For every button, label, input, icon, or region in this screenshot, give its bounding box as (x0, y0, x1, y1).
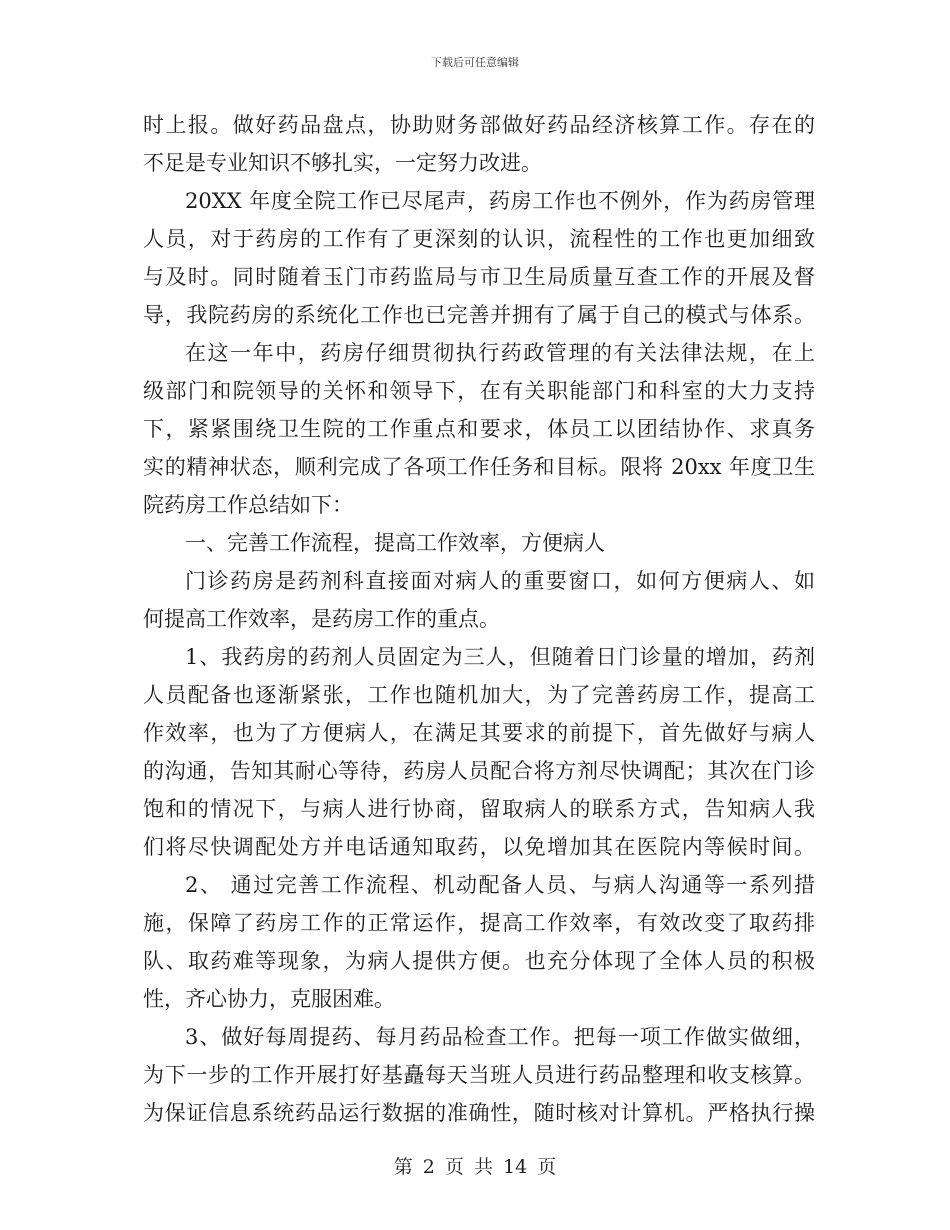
page-number-footer: 第 2 页 共 14 页 (393, 1156, 557, 1178)
text-line: 下，紧紧围绕卫生院的工作重点和要求，体员工以团结协作、求真务 (143, 417, 815, 441)
text-line: 不足是专业知识不够扎实，一定努力改进。 (143, 151, 542, 175)
text-line: 与及时。同时随着玉门市药监局与市卫生局质量互查工作的开展及督 (143, 265, 815, 289)
text-line: 导，我院药房的系统化工作也已完善并拥有了属于自己的模式与体系。 (143, 303, 815, 327)
text-line: 20XX 年度全院工作已尽尾声，药房工作也不例外，作为药房管理 (185, 189, 815, 213)
text-line: 在这一年中，药房仔细贯彻执行药政管理的有关法律法规，在上 (185, 341, 815, 365)
text-line: 实的精神状态，顺利完成了各项工作任务和目标。限将 20xx 年度卫生 (143, 455, 815, 479)
text-line: 队、取药难等现象，为病人提供方便。也充分体现了全体人员的积极 (143, 949, 815, 973)
section-heading: 一、完善工作流程，提高工作效率，方便病人 (185, 531, 605, 555)
document-body (143, 106, 815, 1132)
text-line: 时上报。做好药品盘点，协助财务部做好药品经济核算工作。存在的 (143, 113, 815, 137)
page-header-note: 下载后可任意编辑 (431, 56, 519, 69)
text-line: 院药房工作总结如下： (143, 493, 353, 517)
text-line: 人员，对于药房的工作有了更深刻的认识，流程性的工作也更加细致 (143, 227, 815, 251)
text-line: 的沟通，告知其耐心等待，药房人员配合将方剂尽快调配；其次在门诊 (143, 759, 815, 783)
text-line: 作效率，也为了方便病人，在满足其要求的前提下，首先做好与病人 (143, 721, 815, 745)
text-line: 2、 通过完善工作流程、机动配备人员、与病人沟通等一系列措 (185, 873, 815, 897)
text-line: 为下一步的工作开展打好基矗每天当班人员进行药品整理和收支核算。 (143, 1063, 815, 1087)
text-line: 性，齐心协力，克服困难。 (143, 987, 395, 1011)
text-line: 何提高工作效率，是药房工作的重点。 (143, 607, 500, 631)
text-line: 门诊药房是药剂科直接面对病人的重要窗口，如何方便病人、如 (185, 569, 815, 593)
text-line: 施，保障了药房工作的正常运作，提高工作效率，有效改变了取药排 (143, 911, 815, 935)
text-line: 1、我药房的药剂人员固定为三人，但随着日门诊量的增加，药剂 (185, 645, 815, 669)
text-line: 们将尽快调配处方并电话通知取药，以免增加其在医院内等候时间。 (143, 835, 815, 859)
text-line: 级部门和院领导的关怀和领导下，在有关职能部门和科室的大力支持 (143, 379, 815, 403)
text-line: 为保证信息系统药品运行数据的准确性，随时核对计算机。严格执行操 (143, 1101, 815, 1125)
text-line: 人员配备也逐渐紧张，工作也随机加大，为了完善药房工作，提高工 (143, 683, 815, 707)
text-line: 饱和的情况下，与病人进行协商，留取病人的联系方式，告知病人我 (143, 797, 815, 821)
text-line: 3、做好每周提药、每月药品检查工作。把每一项工作做实做细， (185, 1025, 815, 1049)
